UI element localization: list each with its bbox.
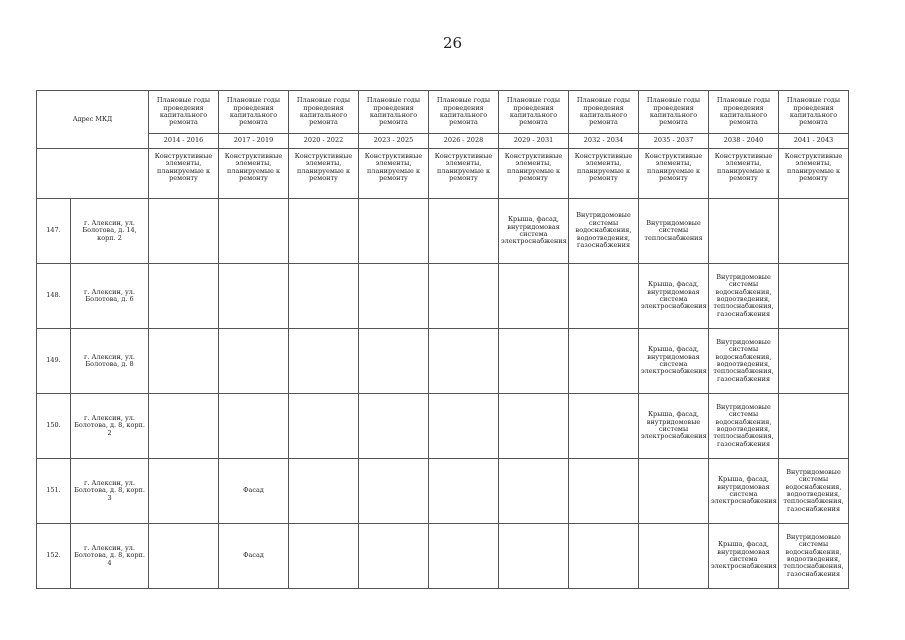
repair-elements-cell — [289, 524, 359, 589]
elements-header: Конструктивные элементы, планируемые к ремонту — [289, 149, 359, 199]
elements-header: Конструктивные элементы, планируемые к ремонту — [429, 149, 499, 199]
period-years: 2017 - 2019 — [219, 134, 289, 149]
repair-elements-cell — [569, 524, 639, 589]
elements-header: Конструктивные элементы, планируемые к ремонту — [219, 149, 289, 199]
repair-elements-cell — [499, 264, 569, 329]
period-header: Плановые годы проведения капитального ремонта — [289, 91, 359, 134]
repair-elements-cell: Внутридомовые системы водоснабжения, водоотведения, теплоснабжения, газоснабжения — [709, 394, 779, 459]
row-number: 149. — [37, 329, 71, 394]
repair-elements-cell — [149, 524, 219, 589]
repair-elements-cell — [359, 524, 429, 589]
empty-header-cell — [37, 149, 149, 199]
repair-elements-cell — [219, 394, 289, 459]
elements-header: Конструктивные элементы, планируемые к ремонту — [149, 149, 219, 199]
repair-elements-cell — [289, 394, 359, 459]
repair-elements-cell: Фасад — [219, 459, 289, 524]
repair-elements-cell: Внутридомовые системы водоснабжения, водоотведения, теплоснабжения, газоснабжения — [779, 459, 849, 524]
repair-elements-cell — [779, 329, 849, 394]
table-row — [37, 264, 849, 329]
repair-elements-cell — [779, 199, 849, 264]
period-years: 2041 - 2043 — [779, 134, 849, 149]
repair-elements-cell: Внутридомовые системы водоснабжения, водоотведения, теплоснабжения, газоснабжения — [779, 524, 849, 589]
repair-elements-cell: Крыша, фасад, внутридомовая система электроснабжения — [639, 264, 709, 329]
repair-elements-cell — [569, 459, 639, 524]
repair-elements-cell — [779, 394, 849, 459]
repair-elements-cell: Внутридомовые системы водоснабжения, водоотведения, теплоснабжения, газоснабжения — [709, 264, 779, 329]
repair-elements-cell: Крыша, фасад, внутридомовая система электроснабжения — [709, 459, 779, 524]
period-header: Плановые годы проведения капитального ремонта — [219, 91, 289, 134]
elements-header: Конструктивные элементы, планируемые к ремонту — [569, 149, 639, 199]
repair-elements-cell — [219, 264, 289, 329]
elements-header: Конструктивные элементы, планируемые к ремонту — [709, 149, 779, 199]
repair-elements-cell — [429, 329, 499, 394]
period-years: 2014 - 2016 — [149, 134, 219, 149]
repair-elements-cell — [289, 459, 359, 524]
period-years: 2032 - 2034 — [569, 134, 639, 149]
repair-elements-cell — [569, 329, 639, 394]
repair-elements-cell — [499, 329, 569, 394]
repair-elements-cell — [149, 394, 219, 459]
row-address: г. Алексин, ул. Болотова, д. 8 — [71, 329, 149, 394]
repair-elements-cell — [289, 329, 359, 394]
row-number: 152. — [37, 524, 71, 589]
table-body — [37, 199, 849, 589]
repair-elements-cell: Внутридомовые системы теплоснабжения — [639, 199, 709, 264]
table-row — [37, 459, 849, 524]
header-row-period — [37, 91, 849, 134]
period-years: 2038 - 2040 — [709, 134, 779, 149]
period-years: 2035 - 2037 — [639, 134, 709, 149]
repair-elements-cell — [499, 524, 569, 589]
repair-elements-cell — [429, 394, 499, 459]
repair-elements-cell — [569, 264, 639, 329]
row-number: 150. — [37, 394, 71, 459]
repair-elements-cell — [359, 264, 429, 329]
row-address: г. Алексин, ул. Болотова, д. 14, корп. 2 — [71, 199, 149, 264]
header-row-years — [37, 134, 849, 149]
row-number: 147. — [37, 199, 71, 264]
repair-elements-cell — [289, 199, 359, 264]
page-number: 26 — [442, 34, 463, 52]
capital-repair-table — [36, 90, 849, 589]
period-years: 2026 - 2028 — [429, 134, 499, 149]
period-header: Плановые годы проведения капитального ремонта — [639, 91, 709, 134]
repair-elements-cell — [709, 199, 779, 264]
repair-elements-cell — [149, 459, 219, 524]
table-row — [37, 329, 849, 394]
repair-elements-cell — [639, 459, 709, 524]
table-row — [37, 394, 849, 459]
period-years: 2023 - 2025 — [359, 134, 429, 149]
repair-elements-cell: Фасад — [219, 524, 289, 589]
repair-elements-cell — [289, 264, 359, 329]
row-address: г. Алексин, ул. Болотова, д. 6 — [71, 264, 149, 329]
row-address: г. Алексин, ул. Болотова, д. 8, корп. 4 — [71, 524, 149, 589]
repair-elements-cell: Внутридомовые системы водоснабжения, водоотведения, газоснабжения — [569, 199, 639, 264]
repair-elements-cell — [359, 329, 429, 394]
header-row-elements — [37, 149, 849, 199]
repair-elements-cell — [149, 329, 219, 394]
repair-elements-cell — [639, 524, 709, 589]
row-number: 148. — [37, 264, 71, 329]
repair-elements-cell — [499, 394, 569, 459]
repair-elements-cell — [219, 199, 289, 264]
repair-elements-cell — [359, 394, 429, 459]
period-header: Плановые годы проведения капитального ремонта — [149, 91, 219, 134]
table-row — [37, 524, 849, 589]
period-header: Плановые годы проведения капитального ремонта — [569, 91, 639, 134]
elements-header: Конструктивные элементы, планируемые к ремонту — [639, 149, 709, 199]
period-header: Плановые годы проведения капитального ремонта — [359, 91, 429, 134]
repair-elements-cell — [359, 459, 429, 524]
period-header: Плановые годы проведения капитального ремонта — [429, 91, 499, 134]
repair-elements-cell: Крыша, фасад, внутридомовая система электроснабжения — [499, 199, 569, 264]
repair-elements-cell — [429, 199, 499, 264]
period-header: Плановые годы проведения капитального ремонта — [779, 91, 849, 134]
repair-elements-cell: Крыша, фасад, внутридомовая система электроснабжения — [639, 329, 709, 394]
period-years: 2020 - 2022 — [289, 134, 359, 149]
repair-elements-cell: Крыша, фасад, внутридомовая система электроснабжения — [709, 524, 779, 589]
repair-elements-cell: Крыша, фасад, внутридомовые системы электроснабжения — [639, 394, 709, 459]
repair-elements-cell: Внутридомовые системы водоснабжения, водоотведения, теплоснабжения, газоснабжения — [709, 329, 779, 394]
elements-header: Конструктивные элементы, планируемые к ремонту — [359, 149, 429, 199]
period-header: Плановые годы проведения капитального ремонта — [709, 91, 779, 134]
period-header: Плановые годы проведения капитального ремонта — [499, 91, 569, 134]
row-number: 151. — [37, 459, 71, 524]
repair-elements-cell — [359, 199, 429, 264]
elements-header: Конструктивные элементы, планируемые к ремонту — [779, 149, 849, 199]
repair-elements-cell — [149, 199, 219, 264]
table-row — [37, 199, 849, 264]
repair-elements-cell — [219, 329, 289, 394]
repair-elements-cell — [429, 524, 499, 589]
repair-elements-cell — [499, 459, 569, 524]
address-header: Адрес МКД — [37, 91, 149, 149]
row-address: г. Алексин, ул. Болотова, д. 8, корп. 3 — [71, 459, 149, 524]
repair-elements-cell — [569, 394, 639, 459]
row-address: г. Алексин, ул. Болотова, д. 8, корп. 2 — [71, 394, 149, 459]
period-years: 2029 - 2031 — [499, 134, 569, 149]
repair-elements-cell — [429, 459, 499, 524]
repair-elements-cell — [429, 264, 499, 329]
repair-elements-cell — [149, 264, 219, 329]
elements-header: Конструктивные элементы, планируемые к ремонту — [499, 149, 569, 199]
repair-elements-cell — [779, 264, 849, 329]
